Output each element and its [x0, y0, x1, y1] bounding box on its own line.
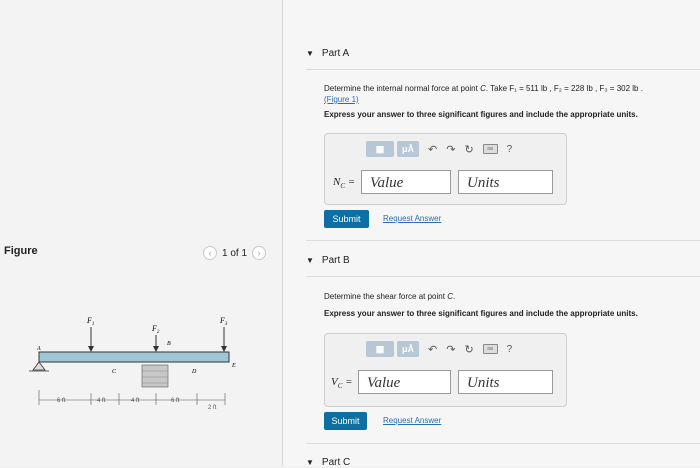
collapse-caret-icon[interactable]: ▼ [306, 256, 314, 265]
figure-title: Figure [4, 245, 38, 257]
point-c: C [447, 292, 453, 301]
help-icon[interactable]: ? [506, 143, 513, 155]
prev-figure-button[interactable]: ‹ [203, 246, 217, 260]
undo-icon[interactable]: ↶ [428, 343, 438, 356]
keyboard-icon[interactable]: ⌨ [483, 144, 498, 154]
units-symbol-button[interactable]: μÅ [397, 341, 419, 357]
reset-icon[interactable]: ↻ [464, 143, 474, 156]
redo-icon[interactable]: ↷ [446, 143, 456, 156]
label-e: E [232, 363, 236, 369]
dim-4: 6 ft [171, 398, 180, 404]
dim-3: 4 ft [131, 398, 140, 404]
figure-link[interactable]: (Figure 1) [324, 95, 359, 104]
help-icon[interactable]: ? [506, 343, 513, 355]
part-b-bottom-divider [306, 443, 700, 444]
label-a: A [37, 346, 41, 352]
redo-icon[interactable]: ↷ [446, 343, 456, 356]
part-a-submit-button[interactable]: Submit [324, 210, 369, 228]
figure-pager [203, 246, 266, 260]
collapse-caret-icon[interactable]: ▼ [306, 49, 314, 58]
part-c-header[interactable] [306, 457, 350, 468]
part-a-question-text: Determine the internal normal force at point [324, 84, 481, 93]
part-c-title: Part C [321, 457, 351, 468]
part-a-bottom-divider [306, 240, 700, 241]
dim-2: 4 ft [97, 398, 106, 404]
part-b-value-input[interactable]: Value [358, 370, 451, 394]
part-a-title: Part A [321, 48, 350, 59]
part-a-instruction: Express your answer to three significant figures and include the appropriate units. [324, 110, 638, 119]
label-f2: $F_2$ [152, 324, 160, 335]
part-a-divider [306, 69, 700, 70]
collapse-caret-icon[interactable]: ▼ [306, 458, 314, 467]
part-a-toolbar [366, 141, 512, 157]
beam-diagram [29, 316, 236, 411]
part-b-submit-button[interactable]: Submit [324, 412, 367, 430]
part-b-toolbar [366, 341, 512, 357]
part-b-title: Part B [321, 255, 350, 266]
question-end: . [452, 292, 456, 301]
part-b-divider [306, 276, 700, 277]
dim-5: 2 ft [208, 405, 217, 411]
part-a-question [324, 83, 689, 105]
templates-button[interactable]: ▦ [366, 341, 394, 357]
part-b-request-answer[interactable]: Request Answer [383, 416, 442, 425]
beam-figure [25, 305, 250, 415]
part-b-symbol [331, 376, 353, 390]
part-a-header[interactable] [306, 48, 349, 59]
part-a-symbol [333, 176, 355, 190]
reset-icon[interactable]: ↻ [464, 343, 474, 356]
label-c: C [112, 369, 117, 375]
label-f3: $F_3$ [220, 316, 228, 327]
undo-icon[interactable]: ↶ [428, 143, 438, 156]
label-f1: $F_1$ [87, 316, 95, 327]
point-c: C [480, 84, 486, 93]
equals-sign: = [347, 176, 356, 188]
symbol-n: N [333, 176, 341, 188]
figure-page-count: 1 of 1 [222, 247, 248, 259]
part-b-instruction: Express your answer to three significant figures and include the appropriate units. [324, 309, 638, 318]
beam [39, 352, 229, 362]
units-symbol-button[interactable]: μÅ [397, 141, 419, 157]
part-a-units-input[interactable]: Units [458, 170, 553, 194]
force-values: F₁ = 511 lb , F₂ = 228 lb , F₃ = 302 lb . [509, 84, 643, 93]
symbol-v: V [331, 376, 338, 388]
part-b-units-input[interactable]: Units [458, 370, 553, 394]
question-take: . Take [485, 84, 510, 93]
part-b-header[interactable] [306, 255, 350, 266]
roller-support-b [142, 365, 168, 387]
symbol-sub-c: C [340, 182, 346, 191]
label-b: B [167, 341, 171, 347]
pin-support-a [33, 362, 45, 370]
symbol-sub-c: C [337, 382, 343, 391]
part-a-value-input[interactable]: Value [361, 170, 451, 194]
dim-1: 6 ft [57, 398, 66, 404]
part-b-question-text: Determine the shear force at point [324, 292, 448, 301]
templates-button[interactable]: ▦ [366, 141, 394, 157]
next-figure-button[interactable]: › [252, 246, 266, 260]
equals-sign: = [345, 376, 353, 388]
part-b-question [324, 291, 689, 302]
label-d: D [192, 369, 197, 375]
part-a-request-answer[interactable]: Request Answer [383, 214, 442, 223]
keyboard-icon[interactable]: ⌨ [483, 344, 498, 354]
